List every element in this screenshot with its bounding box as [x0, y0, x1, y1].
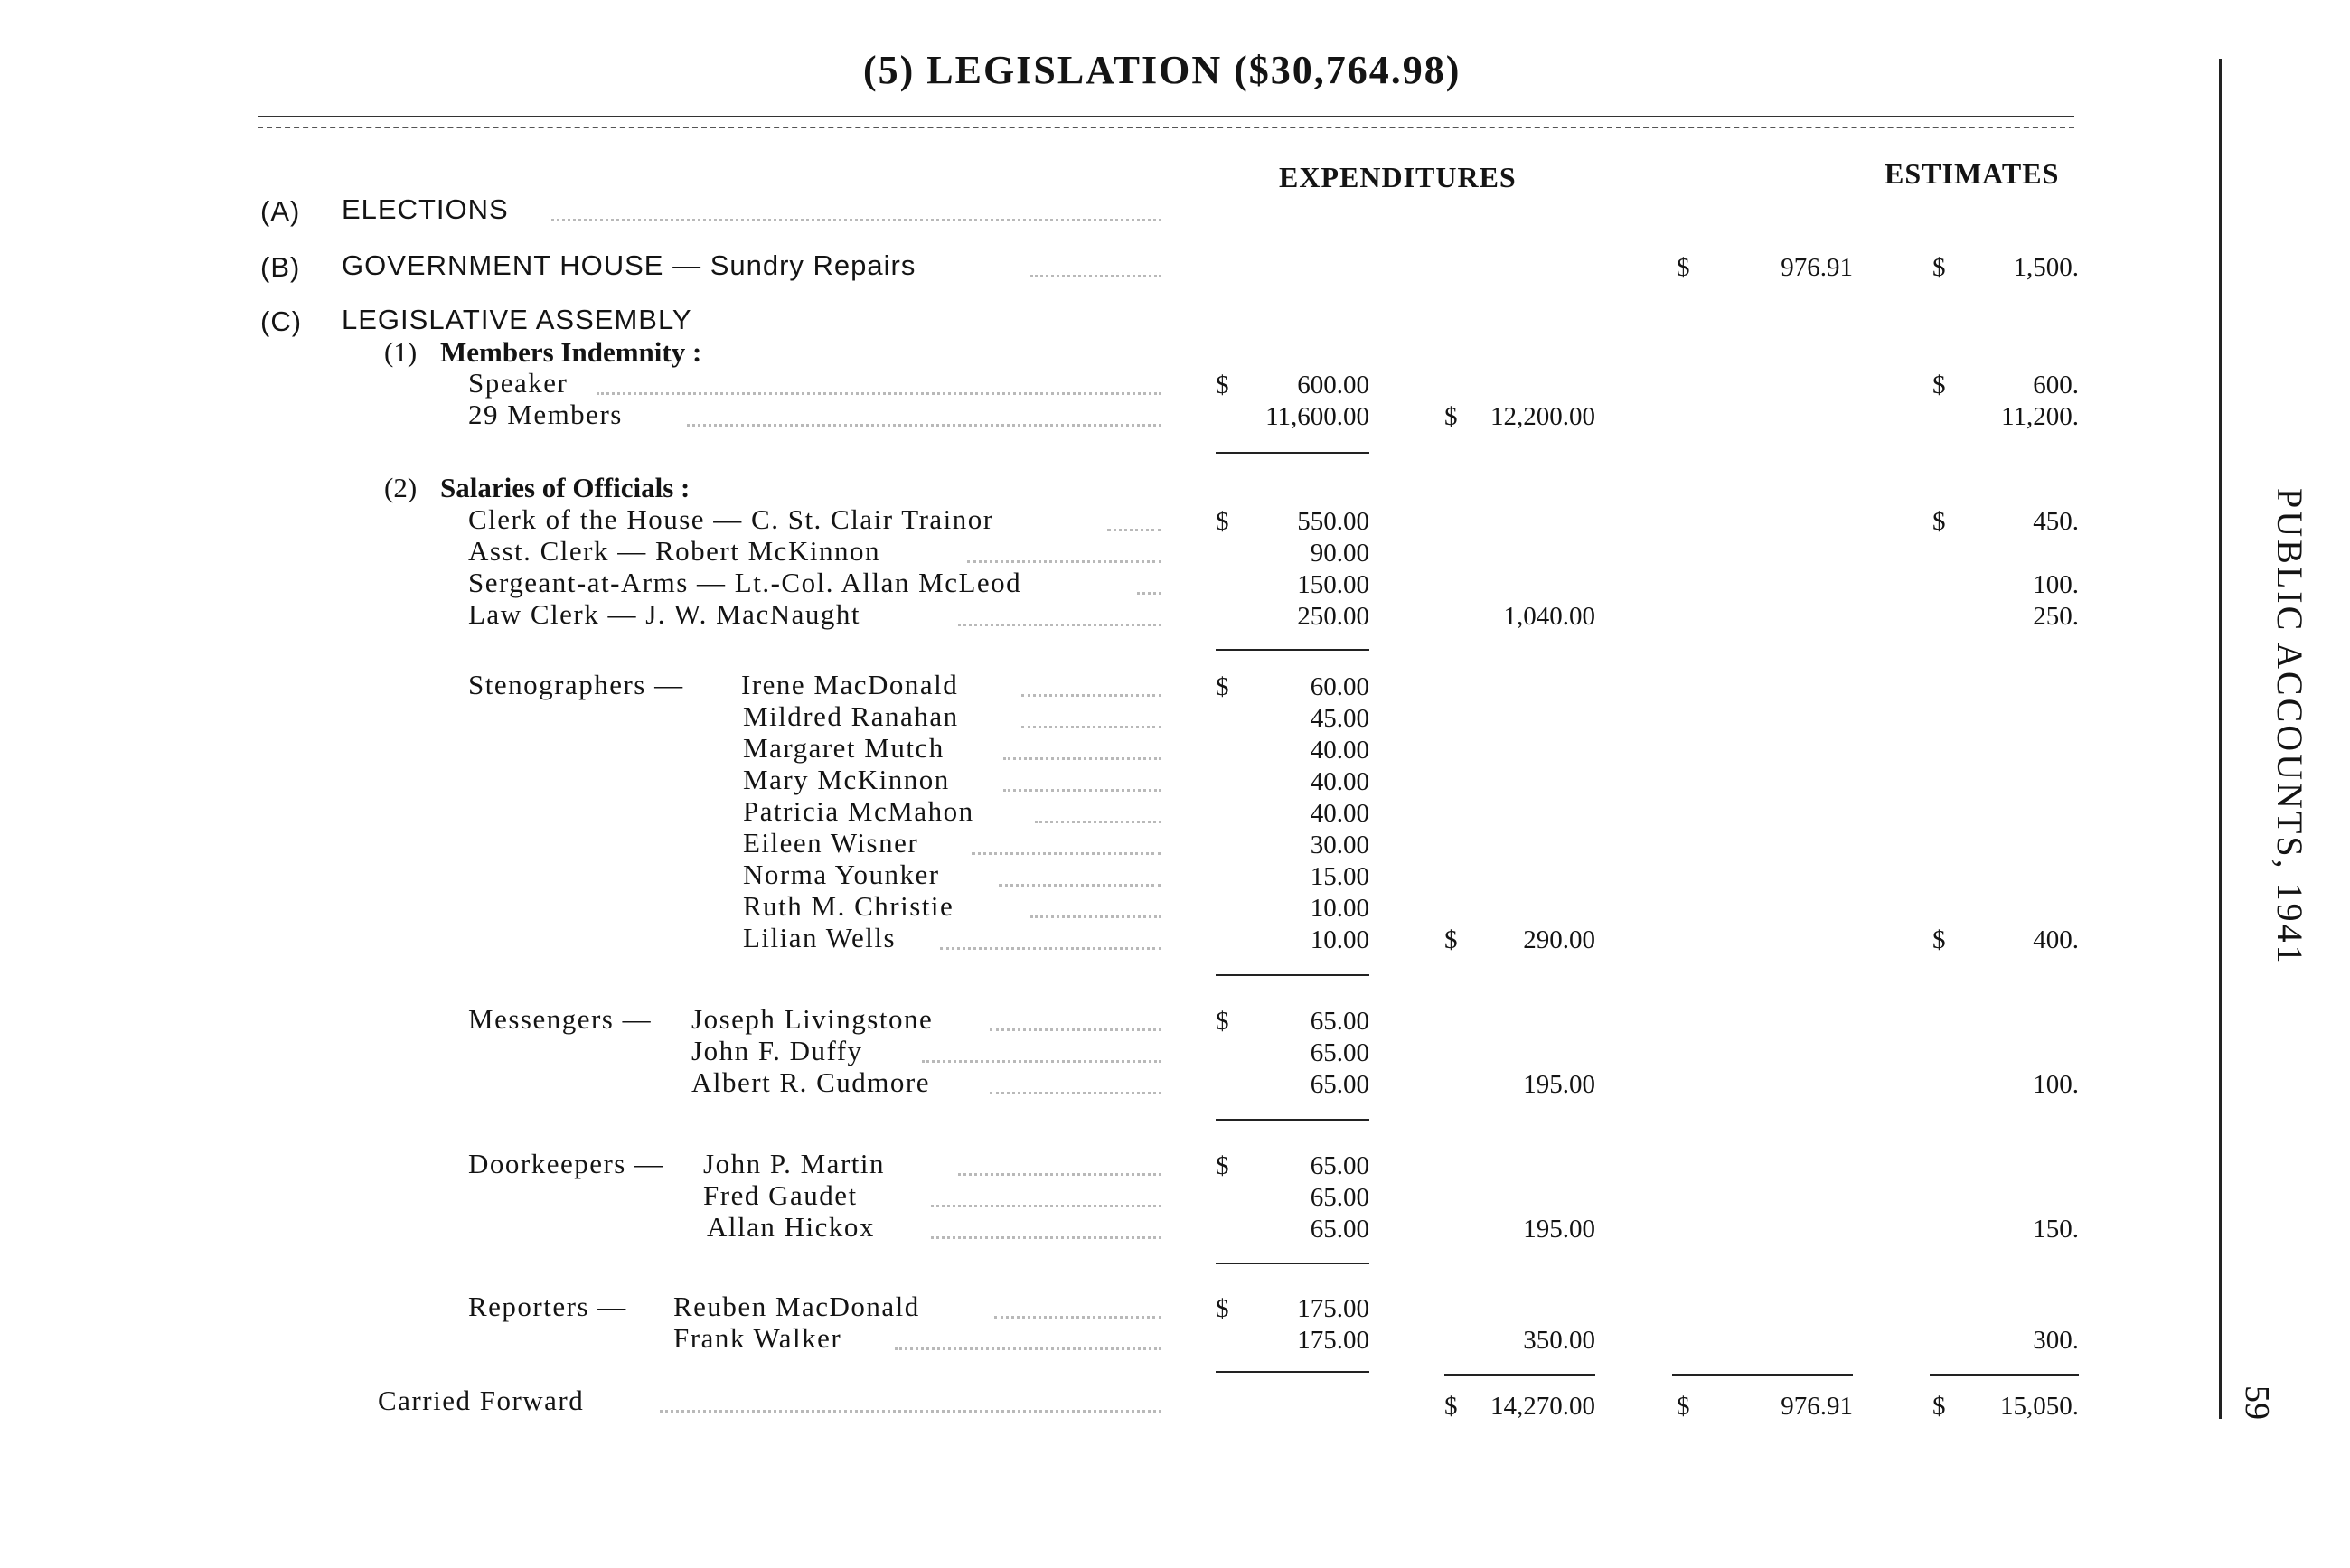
reporters-label: Reporters —	[468, 1291, 627, 1322]
official-row-label: Law Clerk — J. W. MacNaught	[468, 598, 860, 630]
line-amount: 600.00	[1297, 371, 1369, 399]
subtotal-amount: 290.00	[1523, 925, 1595, 954]
leader-dots	[999, 884, 1161, 887]
official-row-label: Clerk of the House — C. St. Clair Trainor	[468, 503, 994, 535]
section-c-marker: (C)	[260, 305, 303, 337]
subtotal-amount: 1,040.00	[1503, 602, 1595, 631]
line-amount: 30.00	[1310, 831, 1369, 859]
reporter-name: Frank Walker	[673, 1322, 842, 1354]
underline	[1216, 452, 1369, 454]
line-amount: 60.00	[1310, 672, 1369, 701]
currency-sign: $	[1216, 1151, 1229, 1180]
leader-dots	[972, 852, 1161, 855]
line-amount: 10.00	[1310, 925, 1369, 954]
currency-sign: $	[1216, 371, 1229, 399]
leader-dots	[958, 1173, 1161, 1176]
leader-dots	[1021, 694, 1161, 697]
currency-sign: $	[1444, 1392, 1458, 1421]
leader-dots	[931, 1236, 1161, 1239]
members-heading: Members Indemnity :	[440, 336, 702, 368]
underline	[1216, 1119, 1369, 1121]
leader-dots	[1137, 592, 1161, 595]
page-number: 59	[2238, 1385, 2276, 1420]
stenographer-name: Patricia McMahon	[743, 795, 974, 827]
section-b-label: GOVERNMENT HOUSE — Sundry Repairs	[342, 249, 916, 281]
leader-dots	[1021, 726, 1161, 728]
estimate-amount: 450.	[2033, 507, 2079, 536]
total-amount: 976.91	[1781, 1392, 1853, 1421]
line-amount: 65.00	[1310, 1183, 1369, 1212]
leader-dots	[931, 1205, 1161, 1207]
leader-dots	[895, 1347, 1161, 1350]
member-row-label: Speaker	[468, 367, 569, 399]
leader-dots	[1030, 915, 1161, 918]
currency-sign: $	[1932, 925, 1946, 954]
leader-dots	[660, 1410, 1161, 1413]
estimate-amount: 300.	[2033, 1326, 2079, 1355]
header-rule	[258, 116, 2074, 117]
currency-sign: $	[1444, 925, 1458, 954]
line-amount: 65.00	[1310, 1007, 1369, 1036]
line-amount: 15.00	[1310, 862, 1369, 891]
line-amount: 250.00	[1297, 602, 1369, 631]
total-amount: 976.91	[1781, 253, 1853, 282]
currency-sign: $	[1932, 371, 1946, 399]
leader-dots	[551, 219, 1161, 221]
estimate-amount: 100.	[2033, 570, 2079, 599]
estimate-amount: 150.	[2033, 1215, 2079, 1244]
doorkeeper-name: Fred Gaudet	[703, 1179, 858, 1211]
estimate-amount: 100.	[2033, 1070, 2079, 1099]
leader-dots	[597, 392, 1161, 395]
line-amount: 175.00	[1297, 1326, 1369, 1355]
leader-dots	[1030, 275, 1161, 277]
leader-dots	[1003, 757, 1161, 760]
line-amount: 550.00	[1297, 507, 1369, 536]
line-amount: 45.00	[1310, 704, 1369, 733]
section-a-marker: (A)	[260, 195, 301, 227]
subtotal-amount: 12,200.00	[1490, 402, 1595, 431]
carried-forward-label: Carried Forward	[378, 1385, 585, 1416]
currency-sign: $	[1216, 507, 1229, 536]
messengers-label: Messengers —	[468, 1003, 653, 1035]
estimate-amount: 1,500.	[2013, 253, 2079, 282]
currency-sign: $	[1444, 402, 1458, 431]
estimate-amount: 11,200.	[2001, 402, 2079, 431]
underline	[1216, 1263, 1369, 1264]
leader-dots	[1035, 821, 1161, 823]
messenger-name: John F. Duffy	[691, 1035, 863, 1066]
currency-sign: $	[1216, 1294, 1229, 1323]
stenographer-name: Norma Younker	[743, 859, 940, 890]
line-amount: 65.00	[1310, 1038, 1369, 1067]
stenographer-name: Ruth M. Christie	[743, 890, 954, 922]
subtotal-amount: 195.00	[1523, 1070, 1595, 1099]
line-amount: 65.00	[1310, 1151, 1369, 1180]
leader-dots	[990, 1092, 1161, 1094]
subtotal-amount: 350.00	[1523, 1326, 1595, 1355]
reporter-name: Reuben MacDonald	[673, 1291, 920, 1322]
leader-dots	[940, 947, 1161, 950]
leader-dots	[990, 1028, 1161, 1031]
line-amount: 40.00	[1310, 736, 1369, 765]
stenographer-name: Margaret Mutch	[743, 732, 945, 764]
stenographer-name: Mildred Ranahan	[743, 700, 959, 732]
page-title: (5) LEGISLATION ($30,764.98)	[863, 48, 1462, 92]
leader-dots	[687, 424, 1161, 427]
leader-dots	[967, 560, 1161, 563]
doorkeepers-label: Doorkeepers —	[468, 1148, 664, 1179]
currency-sign: $	[1216, 672, 1229, 701]
line-amount: 40.00	[1310, 799, 1369, 828]
underline	[1216, 974, 1369, 976]
expenditures-heading: EXPENDITURES	[1279, 161, 1517, 193]
line-amount: 40.00	[1310, 767, 1369, 796]
margin-rule	[2219, 59, 2222, 1419]
line-amount: 65.00	[1310, 1215, 1369, 1244]
underline	[1672, 1374, 1853, 1376]
currency-sign: $	[1677, 253, 1690, 282]
estimates-heading: ESTIMATES	[1885, 157, 2060, 190]
currency-sign: $	[1932, 1392, 1946, 1421]
line-amount: 65.00	[1310, 1070, 1369, 1099]
section-a-label: ELECTIONS	[342, 193, 509, 225]
estimate-amount: 15,050.	[2000, 1392, 2079, 1421]
underline	[1216, 1371, 1369, 1373]
line-amount: 175.00	[1297, 1294, 1369, 1323]
line-amount: 11,600.00	[1265, 402, 1369, 431]
stenographer-name: Mary McKinnon	[743, 764, 950, 795]
leader-dots	[1107, 529, 1161, 531]
subtotal-amount: 195.00	[1523, 1215, 1595, 1244]
currency-sign: $	[1932, 507, 1946, 536]
estimate-amount: 400.	[2033, 925, 2079, 954]
header-rule-dashed	[258, 127, 2074, 128]
estimate-amount: 600.	[2033, 371, 2079, 399]
official-row-label: Asst. Clerk — Robert McKinnon	[468, 535, 880, 567]
doorkeeper-name: John P. Martin	[703, 1148, 885, 1179]
stenographer-name: Eileen Wisner	[743, 827, 919, 859]
currency-sign: $	[1216, 1007, 1229, 1036]
official-row-label: Sergeant-at-Arms — Lt.-Col. Allan McLeod	[468, 567, 1022, 598]
estimate-amount: 250.	[2033, 602, 2079, 631]
members-heading-marker: (1)	[384, 336, 418, 368]
subtotal-amount: 14,270.00	[1490, 1392, 1595, 1421]
officials-heading-marker: (2)	[384, 472, 418, 503]
leader-dots	[1003, 789, 1161, 792]
leader-dots	[958, 624, 1161, 626]
messenger-name: Joseph Livingstone	[691, 1003, 934, 1035]
section-c-label: LEGISLATIVE ASSEMBLY	[342, 304, 692, 335]
officials-heading: Salaries of Officials :	[440, 472, 691, 503]
line-amount: 10.00	[1310, 894, 1369, 923]
currency-sign: $	[1677, 1392, 1690, 1421]
stenographer-name: Lilian Wells	[743, 922, 897, 953]
underline	[1444, 1374, 1595, 1376]
currency-sign: $	[1932, 253, 1946, 282]
doorkeeper-name: Allan Hickox	[707, 1211, 875, 1243]
section-b-marker: (B)	[260, 251, 301, 283]
leader-dots	[922, 1060, 1161, 1063]
member-row-label: 29 Members	[468, 399, 623, 430]
stenographers-label: Stenographers —	[468, 669, 684, 700]
line-amount: 150.00	[1297, 570, 1369, 599]
running-title: PUBLIC ACCOUNTS, 1941	[2270, 488, 2310, 966]
line-amount: 90.00	[1310, 539, 1369, 568]
underline	[1216, 649, 1369, 651]
leader-dots	[994, 1316, 1161, 1319]
underline	[1930, 1374, 2079, 1376]
messenger-name: Albert R. Cudmore	[691, 1066, 930, 1098]
stenographer-name: Irene MacDonald	[741, 669, 959, 700]
